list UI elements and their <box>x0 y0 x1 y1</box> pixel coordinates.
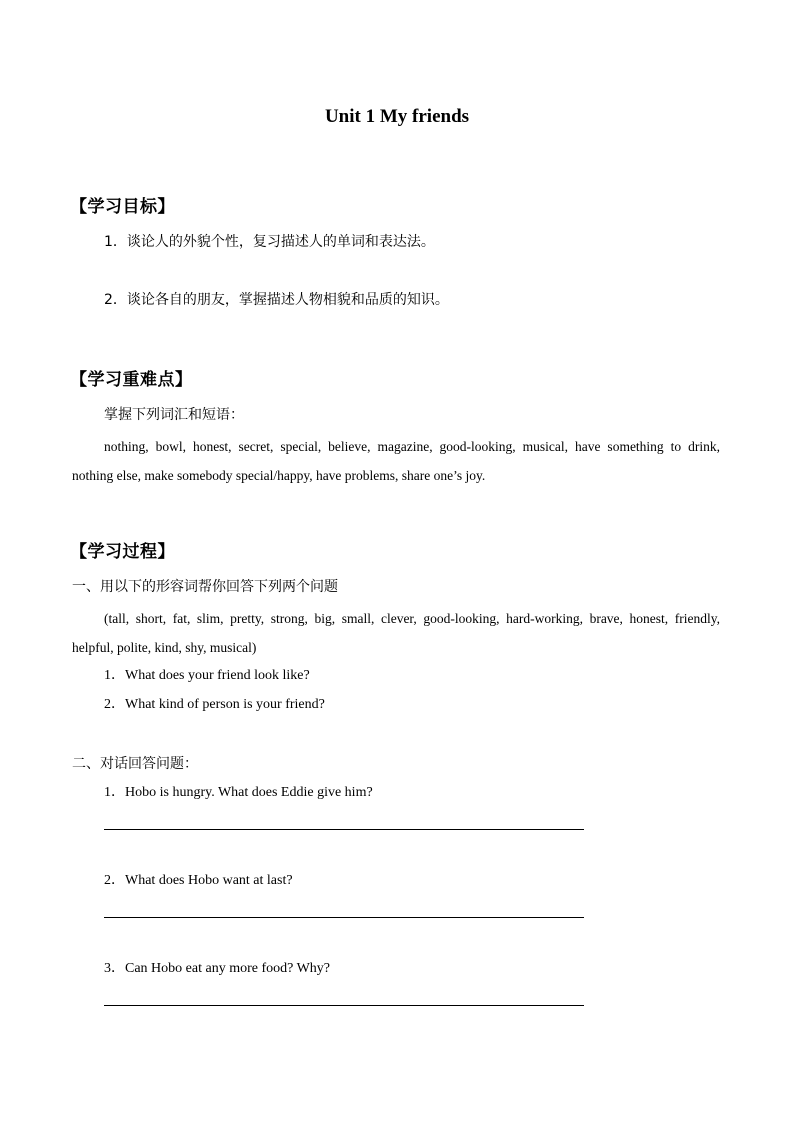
objective-item-2: 2．谈论各自的朋友，掌握描述人物相貌和品质的知识。 <box>104 292 449 308</box>
key-points-vocab: nothing, bowl, honest, secret, special, believe, magazine, good-looking, musical, have something to drink, nothing else, make somebody special/happy, have problems, share one’s joy. <box>72 439 720 483</box>
part1-question-1: 1．What does your friend look like? <box>104 668 310 683</box>
adjective-list: (tall, short, fat, slim, pretty, strong, big, small, clever, good-looking, hard-working, brave, honest, friendly, helpful, polite, kind, shy, musical) <box>72 611 720 655</box>
part2-question-3: 3．Can Hobo eat any more food? Why? <box>104 961 331 976</box>
answer-line-2[interactable] <box>104 917 584 918</box>
objective-item-1: 1．谈论人的外貌个性，复习描述人的单词和表达法。 <box>104 234 435 250</box>
answer-line-1[interactable] <box>104 829 584 830</box>
objectives-heading: 【学习目标】 <box>70 197 175 217</box>
page-title: Unit 1 My friends <box>324 106 470 127</box>
part2-title: 二、对话回答问题： <box>72 756 198 772</box>
part2-question-2: 2．What does Hobo want at last? <box>104 873 293 888</box>
key-points-heading: 【学习重难点】 <box>70 370 193 390</box>
answer-line-3[interactable] <box>104 1005 584 1006</box>
part1-question-2: 2．What kind of person is your friend? <box>104 697 325 712</box>
key-points-intro: 掌握下列词汇和短语： <box>104 407 244 423</box>
part1-title: 一、用以下的形容词帮你回答下列两个问题 <box>72 579 338 595</box>
process-heading: 【学习过程】 <box>70 542 175 562</box>
part2-question-1: 1．Hobo is hungry. What does Eddie give him? <box>104 785 373 800</box>
